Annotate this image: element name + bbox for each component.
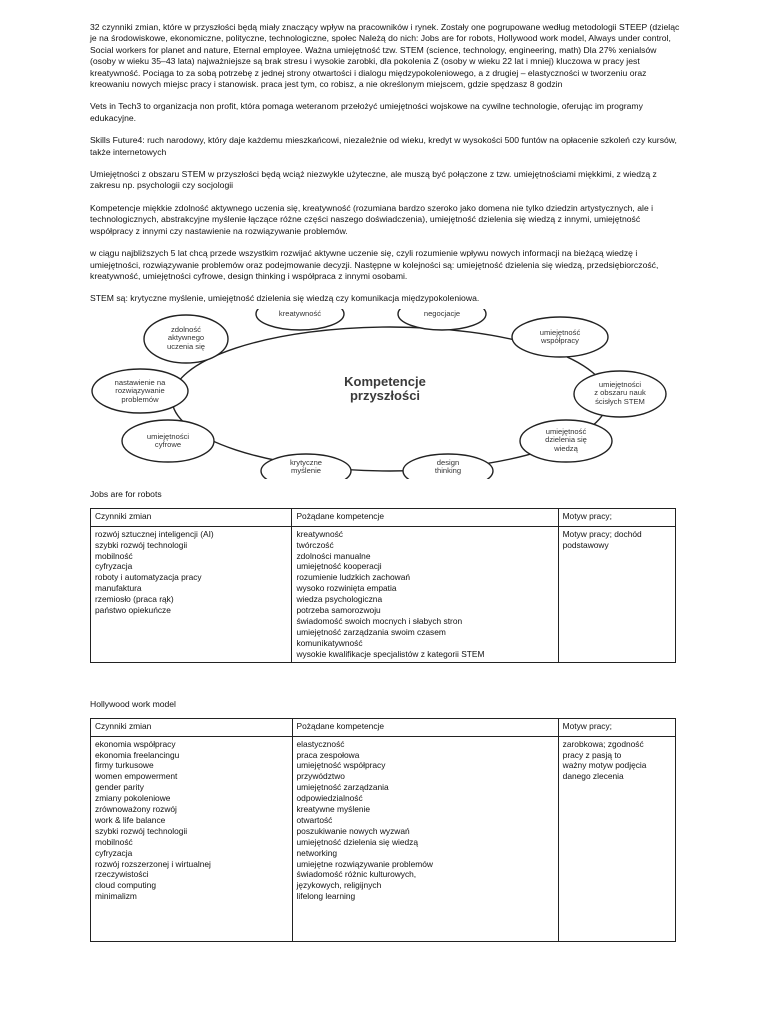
cell-line: szybki rozwój technologii — [95, 539, 188, 550]
header-change-factors: Czynniki zmian — [91, 508, 292, 526]
node-negotiation: negocjacje — [423, 308, 461, 318]
node-creativity: kreatywność — [278, 308, 322, 318]
cell-line: zarobkowa; zgodność — [562, 738, 644, 749]
cell-line: elastyczność — [296, 738, 345, 749]
cell-line: ekonomia współpracy — [95, 738, 176, 749]
cell-line: zdolności manualne — [296, 550, 371, 561]
cell-line: wiedza psychologiczna — [296, 594, 383, 605]
cell-line: zrównoważony rozwój — [95, 804, 177, 815]
cell-line: firmy turkusowe — [95, 760, 154, 771]
header-desired-competencies: Pożądane kompetencje — [292, 718, 558, 736]
cell-line: women empowerment — [95, 771, 178, 782]
header-work-motive: Motyw pracy; — [558, 718, 675, 736]
cell-line: umiejętność dzielenia się wiedzą — [296, 836, 419, 847]
cell-line: mobilność — [95, 836, 133, 847]
cell-line: szybki rozwój technologii — [95, 825, 188, 836]
cell-line: Motyw pracy; dochód — [562, 528, 642, 539]
table-hollywood-work-model — [90, 718, 676, 942]
paragraph-stem-are: STEM są: krytyczne myślenie, umiejętność dzielenia się wiedzą czy komunikacja międzypokoleniowa. — [90, 293, 480, 304]
cell-line: ekonomia freelancingu — [95, 749, 180, 760]
cell-line: wysoko rozwinięta empatia — [296, 583, 397, 594]
cell-line: potrzeba samorozwoju — [296, 605, 381, 616]
cell-line: umiejętność zarządzania swoim czasem — [296, 626, 446, 637]
node-digital-skills: umiejętności cyfrowe — [146, 431, 190, 450]
paragraph-soft-skills: Kompetencje miękkie zdolność aktywnego uczenia się, kreatywność (rozumiana bardzo szeroko jako domena nie tylko dziedzin artystycznych, ale i technologicznych, abstrakcyjne myślenie łączące różne części naszego doświadczenia), umiejętność dzielenia się wiedzą z innymi, umiejętność współpracy z innymi czy nastawienie na rozwiązywanie problemów. — [90, 202, 654, 236]
paragraph-vets-in-tech: Vets in Tech3 to organizacja non profit, która pomaga weteranom przełożyć umiejętności wojskowe na cywilne technologie, oferując im programy edukacyjne. — [90, 101, 643, 123]
cell-line: rzeczywistości — [95, 869, 149, 880]
table-title-jobs-for-robots: Jobs are for robots — [90, 488, 162, 499]
cell-line: minimalizm — [95, 891, 137, 902]
cell-line: cloud computing — [95, 880, 156, 891]
cell-line: podstawowy — [562, 539, 609, 550]
cell-line: kreatywność — [296, 528, 343, 539]
cell-line: cyfryzacja — [95, 847, 133, 858]
cell-line: kreatywne myślenie — [296, 804, 371, 815]
cell-line: przywództwo — [296, 771, 345, 782]
cell-line: umiejętność kooperacji — [296, 561, 382, 572]
document-page — [90, 22, 680, 942]
cell-line: świadomość różnic kulturowych, — [296, 869, 417, 880]
table-title-hollywood: Hollywood work model — [90, 698, 176, 709]
cell-line: wysokie kwalifikacje specjalistów z kategorii STEM — [296, 648, 485, 659]
cell-line: umiejętne rozwiązywanie problemów — [296, 858, 433, 869]
cell-line: rozwój sztucznej inteligencji (AI) — [95, 528, 214, 539]
cell-line: mobilność — [95, 550, 133, 561]
node-critical-thinking: krytyczne myślenie — [289, 457, 323, 476]
diagram-title: Kompetencje przyszłości — [344, 373, 426, 403]
cell-line: językowych, religijnych — [296, 880, 382, 891]
paragraph-factors: 32 czynniki zmian, które w przyszłości będą miały znaczący wpływ na pracowników i rynek. Zostały one pogrupowane według metodologii STEEP (dzieląc je na środowiskowe, ekonomiczne, polityczne, technologiczne, społec Należą do nich: Jobs are for robots, Hollywood work model, Always under control, Social workers for planet and nature, Eternal employee. Ważna umiejętność tzw. STEM (science, technology, engineering, math) Dla 27% xenialsów (osoby w wieku 35–43 lata) najważniejsze są brak stresu i wysokie zarobki, dla pokolenia Z (osoby w wieku 22 lat i mniej) kluczowa w pracy jest kreatywność. Pociąga to za sobą potrzebę z jednej strony otwartości i dialogu międzypokoleniowego, a z drugiej – elastyczności w tworzeniu oraz kreowaniu nowych miejsc pracy i stanowisk. praca jest tym, co robisz, a nie określonym miejscem, gdzie spędzasz 8 godzin — [90, 22, 680, 90]
cell-desired-competencies — [292, 526, 558, 662]
node-knowledge-sharing: umiejętność dzielenia się wiedzą — [545, 426, 587, 453]
node-active-learning: zdolność aktywnego uczenia się — [167, 324, 205, 351]
cell-line: gender parity — [95, 782, 144, 793]
cell-line: rozumienie ludzkich zachowań — [296, 572, 411, 583]
cell-line: twórczość — [296, 539, 334, 550]
header-work-motive: Motyw pracy; — [558, 508, 675, 526]
table-jobs-for-robots — [90, 508, 676, 663]
cell-line: pracy z pasją to — [562, 749, 622, 760]
cell-line: poszukiwanie nowych wyzwań — [296, 825, 410, 836]
cell-line: świadomość swoich mocnych i słabych stron — [296, 615, 463, 626]
node-cooperation: umiejętność współpracy — [539, 327, 581, 346]
cell-line: odpowiedzialność — [296, 793, 363, 804]
node-design-thinking: design thinking — [434, 457, 462, 476]
node-problem-solving: nastawienie na rozwiązywanie problemów — [114, 377, 166, 404]
cell-line: networking — [296, 847, 338, 858]
cell-line: manufaktura — [95, 583, 142, 594]
cell-line: danego zlecenia — [562, 771, 624, 782]
cell-line: lifelong learning — [296, 891, 356, 902]
paragraph-next-5-years: w ciągu najbliższych 5 lat chcą przede wszystkim rozwijać aktywne uczenie się, czyli rozumienie wpływu nowych informacji na bieżącą wiedzę i umiejętności, rozwiązywanie problemów oraz podejmowanie decyzji. Następne w kolejności są: umiejętność dzielenia się wiedzą, przedsiębiorczość, kreatywność, umiejętności cyfrowe, design thinking i współpraca z innymi osobami. — [90, 248, 659, 281]
cell-line: praca zespołowa — [296, 749, 360, 760]
cell-line: rzemiosło (praca rąk) — [95, 594, 174, 605]
cell-change-factors — [91, 736, 293, 941]
header-desired-competencies: Pożądane kompetencje — [292, 508, 558, 526]
cell-line: ważny motyw podjęcia — [562, 760, 647, 771]
cell-line: rozwój rozszerzonej i wirtualnej — [95, 858, 211, 869]
cell-line: komunikatywność — [296, 637, 363, 648]
cell-line: work & life balance — [95, 814, 166, 825]
cell-line: cyfryzacja — [95, 561, 133, 572]
cell-desired-competencies — [292, 736, 558, 941]
cell-line: otwartość — [296, 814, 333, 825]
header-change-factors: Czynniki zmian — [91, 718, 293, 736]
paragraph-stem-skills: Umiejętności z obszaru STEM w przyszłości będą wciąż niezwykle użyteczne, ale muszą być połączone z tzw. umiejętnościami miękkimi, z wiedzą z zakresu np. psychologii czy socjologii — [90, 169, 657, 191]
cell-line: umiejętność współpracy — [296, 760, 386, 771]
cell-change-factors — [91, 526, 292, 662]
cell-line: roboty i automatyzacja pracy — [95, 572, 202, 583]
cell-line: umiejętność zarządzania — [296, 782, 389, 793]
cell-line: państwo opiekuńcze — [95, 605, 171, 616]
node-stem: umiejętności z obszaru nauk ścisłych STEM — [594, 379, 646, 406]
cell-line: zmiany pokoleniowe — [95, 793, 171, 804]
paragraph-skills-future: Skills Future4: ruch narodowy, który daje każdemu mieszkańcowi, niezależnie od wieku, kredyt w wysokości 500 funtów na opłacenie szkoleń czy kursów, także internetowych — [90, 135, 677, 157]
cell-work-motive — [558, 736, 675, 941]
competencies-diagram — [90, 309, 690, 479]
cell-work-motive — [558, 526, 675, 662]
